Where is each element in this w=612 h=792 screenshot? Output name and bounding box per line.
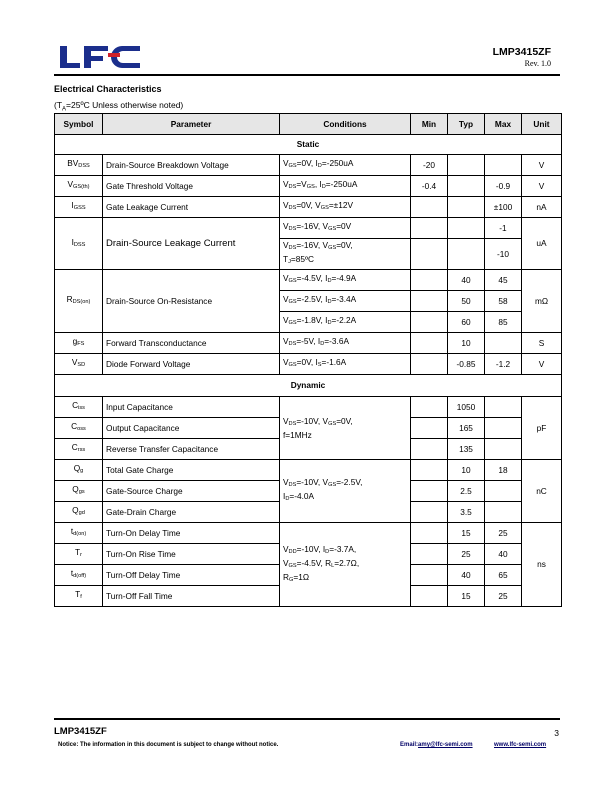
max-cell: 45 [485, 270, 522, 291]
min-cell [411, 291, 448, 312]
max-cell: 58 [485, 291, 522, 312]
unit-cell: mΩ [522, 270, 562, 333]
unit-cell: V [522, 176, 562, 197]
email-link[interactable]: amy@lfc-semi.com [418, 742, 473, 748]
max-cell: 25 [485, 523, 522, 544]
page-number: 3 [554, 728, 559, 738]
parameter-cell: Turn-On Delay Time [103, 523, 280, 544]
conditions-cell: $V_{GS}=-2.5V$, $I_D=-3.4A$ [280, 291, 411, 312]
parameter-cell: Gate-Drain Charge [103, 502, 280, 523]
typ-cell: 10 [448, 333, 485, 354]
min-cell [411, 502, 448, 523]
min-cell: -0.4 [411, 176, 448, 197]
typ-cell: 25 [448, 544, 485, 565]
section-static: Static [55, 135, 562, 155]
symbol-cell: $Q_{gd}$ [55, 502, 103, 523]
conditions-cell: $V_{DS}=-5V$, $I_D=-3.6A$ [280, 333, 411, 354]
max-cell: -10 [485, 239, 522, 270]
footer-divider [54, 718, 560, 720]
conditions-cell: $V_{GS}=-1.8V$, $I_D=-2.2A$ [280, 312, 411, 333]
symbol-cell: $t_{d(on)}$ [55, 523, 103, 544]
symbol-cell: $g_{FS}$ [55, 333, 103, 354]
symbol-cell: $BV_{DSS}$ [55, 155, 103, 176]
svg-text:LFC: LFC [58, 44, 60, 45]
unit-cell: ns [522, 523, 562, 607]
typ-cell: 50 [448, 291, 485, 312]
symbol-cell: $R_{DS(on)}$ [55, 270, 103, 333]
table-row [55, 218, 562, 239]
header-parameter: Parameter [103, 114, 280, 135]
electrical-characteristics-table [54, 113, 562, 607]
parameter-cell: Reverse Transfer Capacitance [103, 439, 280, 460]
typ-cell: 135 [448, 439, 485, 460]
symbol-cell: $Q_{gs}$ [55, 481, 103, 502]
conditions-cell: $V_{DS}=-10V$, $V_{GS}=0V$, f=1MHz [280, 397, 411, 460]
parameter-cell: Turn-On Rise Time [103, 544, 280, 565]
typ-cell: -0.85 [448, 354, 485, 375]
typ-cell: 1050 [448, 397, 485, 418]
table-row [55, 270, 562, 291]
max-cell [485, 397, 522, 418]
symbol-cell: $V_{GS(th)}$ [55, 176, 103, 197]
typ-cell: 3.5 [448, 502, 485, 523]
min-cell [411, 439, 448, 460]
typ-cell [448, 155, 485, 176]
conditions-cell: $V_{GS}=0V$, $I_S=-1.6A$ [280, 354, 411, 375]
max-cell: 40 [485, 544, 522, 565]
parameter-cell: Gate Leakage Current [103, 197, 280, 218]
footer-email: Email:amy@lfc-semi.com [400, 742, 473, 748]
min-cell: -20 [411, 155, 448, 176]
typ-cell: 165 [448, 418, 485, 439]
conditions-cell: $V_{DS}=-10V$, $V_{GS}=-2.5V$, $I_D=-4.0A$ [280, 460, 411, 523]
table-row [55, 176, 562, 197]
min-cell [411, 270, 448, 291]
parameter-cell: Gate Threshold Voltage [103, 176, 280, 197]
header-min: Min [411, 114, 448, 135]
typ-cell [448, 176, 485, 197]
conditions-cell: $V_{GS}=-4.5V$, $I_D=-4.9A$ [280, 270, 411, 291]
parameter-cell: Forward Transconductance [103, 333, 280, 354]
table-row [55, 155, 562, 176]
parameter-cell: Turn-Off Fall Time [103, 586, 280, 607]
conditions-cell: $V_{GS}=0V$, $I_D=-250uA$ [280, 155, 411, 176]
conditions-cell: $V_{DS}=-16V$, $V_{GS}=0V$, $T_J=85ºC$ [280, 239, 411, 270]
min-cell [411, 197, 448, 218]
typ-cell: 40 [448, 270, 485, 291]
table-row [55, 523, 562, 544]
typ-cell: 15 [448, 586, 485, 607]
table-header-row [55, 114, 562, 135]
symbol-cell: $T_f$ [55, 586, 103, 607]
max-cell: -1.2 [485, 354, 522, 375]
parameter-cell: Gate-Source Charge [103, 481, 280, 502]
min-cell [411, 586, 448, 607]
max-cell: ±100 [485, 197, 522, 218]
unit-cell: V [522, 155, 562, 176]
min-cell [411, 239, 448, 270]
symbol-cell: $Q_g$ [55, 460, 103, 481]
typ-cell [448, 239, 485, 270]
unit-cell: nC [522, 460, 562, 523]
header-unit: Unit [522, 114, 562, 135]
unit-cell: S [522, 333, 562, 354]
table-row [55, 333, 562, 354]
section-title: Electrical Characteristics [54, 84, 162, 94]
max-cell: -1 [485, 218, 522, 239]
symbol-cell: $T_r$ [55, 544, 103, 565]
min-cell [411, 312, 448, 333]
condition-note: ($T_A=25ºC$ Unless otherwise noted) [54, 100, 184, 113]
max-cell: -0.9 [485, 176, 522, 197]
min-cell [411, 481, 448, 502]
symbol-cell: $C_{oss}$ [55, 418, 103, 439]
unit-cell: V [522, 354, 562, 375]
max-cell [485, 481, 522, 502]
table-row [55, 197, 562, 218]
header-divider [54, 74, 560, 76]
footer-notice: Notice: The information in this document is subject to change without notice. [58, 742, 279, 748]
parameter-cell: Drain-Source On-Resistance [103, 270, 280, 333]
parameter-cell: Drain-Source Breakdown Voltage [103, 155, 280, 176]
typ-cell: 60 [448, 312, 485, 333]
max-cell [485, 502, 522, 523]
part-number-header: LMP3415ZF [492, 46, 551, 58]
parameter-cell: Drain-Source Leakage Current [103, 218, 280, 270]
parameter-cell: Input Capacitance [103, 397, 280, 418]
symbol-cell: $t_{d(off)}$ [55, 565, 103, 586]
min-cell [411, 333, 448, 354]
symbol-cell: $C_{rss}$ [55, 439, 103, 460]
website-link[interactable]: www.lfc-semi.com [494, 742, 547, 748]
conditions-cell: $V_{DS}=V_{GS}$, $I_D=-250uA$ [280, 176, 411, 197]
table-row [55, 460, 562, 481]
header-symbol: Symbol [55, 114, 103, 135]
unit-cell: nA [522, 197, 562, 218]
unit-cell: uA [522, 218, 562, 270]
min-cell [411, 565, 448, 586]
max-cell: 65 [485, 565, 522, 586]
conditions-cell: $V_{DS}=-16V$, $V_{GS}=0V$ [280, 218, 411, 239]
typ-cell: 2.5 [448, 481, 485, 502]
footer-part-number: LMP3415ZF [54, 726, 107, 737]
table-row [55, 354, 562, 375]
unit-cell: pF [522, 397, 562, 460]
parameter-cell: Total Gate Charge [103, 460, 280, 481]
revision-label: Rev. 1.0 [524, 59, 551, 68]
min-cell [411, 218, 448, 239]
conditions-cell: $V_{DD}=-10V$, $I_D=-3.7A$, $V_{GS}=-4.5V$, $R_L=2.7\Omega$, $R_G=1\Omega$ [280, 523, 411, 607]
max-cell [485, 155, 522, 176]
max-cell: 85 [485, 312, 522, 333]
typ-cell [448, 218, 485, 239]
max-cell: 18 [485, 460, 522, 481]
max-cell [485, 418, 522, 439]
typ-cell: 10 [448, 460, 485, 481]
section-dynamic: Dynamic [55, 375, 562, 397]
symbol-cell: $V_{SD}$ [55, 354, 103, 375]
header-max: Max [485, 114, 522, 135]
max-cell: 25 [485, 586, 522, 607]
min-cell [411, 397, 448, 418]
min-cell [411, 544, 448, 565]
header-conditions: Conditions [280, 114, 411, 135]
max-cell [485, 333, 522, 354]
symbol-cell: $I_{DSS}$ [55, 218, 103, 270]
parameter-cell: Turn-Off Delay Time [103, 565, 280, 586]
min-cell [411, 460, 448, 481]
max-cell [485, 439, 522, 460]
header-typ: Typ [448, 114, 485, 135]
typ-cell [448, 197, 485, 218]
parameter-cell: Diode Forward Voltage [103, 354, 280, 375]
typ-cell: 40 [448, 565, 485, 586]
parameter-cell: Output Capacitance [103, 418, 280, 439]
table-row [55, 397, 562, 418]
symbol-cell: $C_{iss}$ [55, 397, 103, 418]
conditions-cell: $V_{DS}=0V$, $V_{GS}=\pm 12V$ [280, 197, 411, 218]
typ-cell: 15 [448, 523, 485, 544]
symbol-cell: $I_{GSS}$ [55, 197, 103, 218]
min-cell [411, 418, 448, 439]
company-logo [58, 44, 142, 70]
min-cell [411, 354, 448, 375]
min-cell [411, 523, 448, 544]
